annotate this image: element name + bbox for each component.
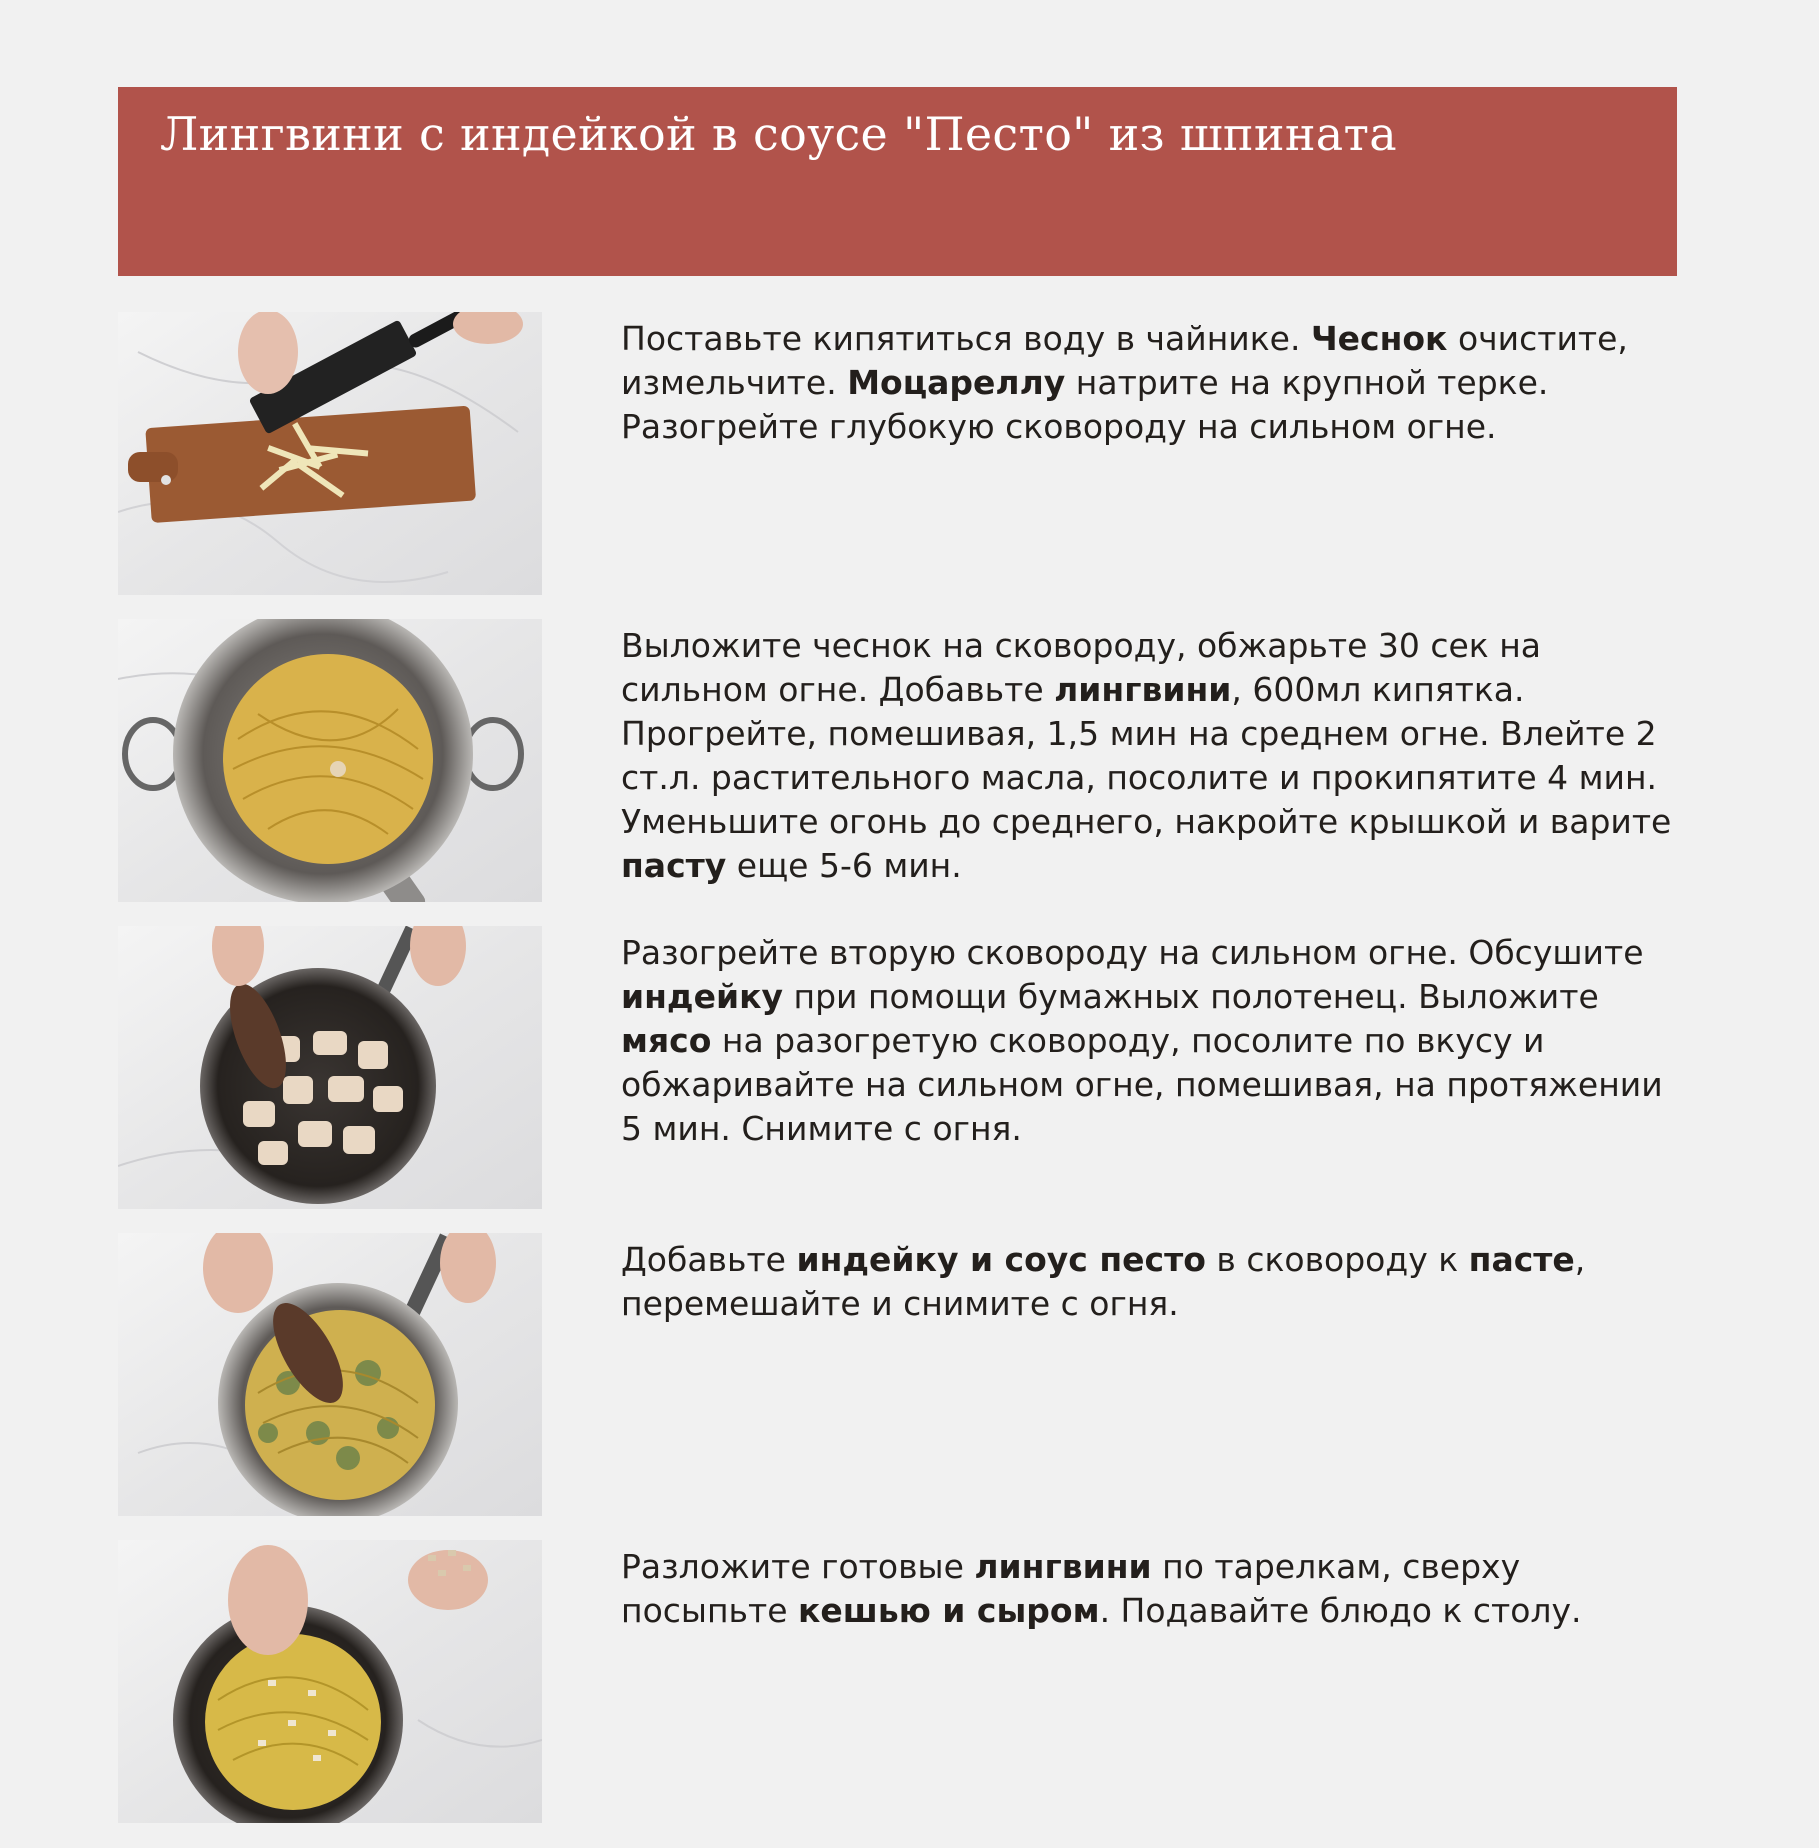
step-5-text — [621, 1545, 1681, 1633]
ingredient-highlight: индейку — [621, 977, 783, 1016]
recipe-title: Лингвини с индейкой в соусе "Песто" из шпината — [160, 107, 1397, 161]
instruction-text: Выложите чеснок на сковороду, обжарьте 30 сек на сильном огне. Добавьте — [621, 626, 1542, 709]
instruction-text: очистите, измельчите. — [621, 319, 1628, 402]
instruction-text: натрите на крупной терке. Разогрейте глубокую сковороду на сильном огне. — [621, 363, 1549, 446]
linguine-in-colander-photo — [118, 619, 542, 902]
instruction-text: по тарелкам, сверху посыпьте — [621, 1547, 1521, 1630]
ingredient-highlight: кешью и сыром — [798, 1591, 1100, 1630]
instruction-text: Разложите готовые — [621, 1547, 975, 1586]
instruction-text: Разогрейте вторую сковороду на сильном огне. Обсушите — [621, 933, 1644, 972]
ingredient-highlight: мясо — [621, 1021, 712, 1060]
recipe-header — [118, 87, 1677, 276]
frying-turkey-photo — [118, 926, 542, 1209]
instruction-text: на разогретую сковороду, посолите по вкусу и обжаривайте на сильном огне, помешивая, на протяжении 5 мин. Снимите с огня. — [621, 1021, 1663, 1148]
ingredient-highlight: пасте — [1468, 1240, 1575, 1279]
instruction-text: при помощи бумажных полотенец. Выложите — [783, 977, 1599, 1016]
serving-with-cashew-photo — [118, 1540, 542, 1823]
ingredient-highlight: пасту — [621, 846, 727, 885]
grating-mozzarella-photo — [118, 312, 542, 595]
ingredient-highlight: лингвини — [1054, 670, 1232, 709]
instruction-text: Добавьте — [621, 1240, 797, 1279]
step-3-text — [621, 931, 1681, 1151]
step-2-text — [621, 624, 1681, 888]
mixing-pasta-pesto-photo — [118, 1233, 542, 1516]
ingredient-highlight: индейку и соус песто — [796, 1240, 1206, 1279]
instruction-text: в сковороду к — [1205, 1240, 1469, 1279]
ingredient-highlight: Чеснок — [1310, 319, 1448, 358]
instruction-text: . Подавайте блюдо к столу. — [1099, 1591, 1582, 1630]
step-4-text — [621, 1238, 1681, 1326]
ingredient-highlight: Моцареллу — [847, 363, 1066, 402]
instruction-text: , перемешайте и снимите с огня. — [621, 1240, 1586, 1323]
instruction-text: , 600мл кипятка. Прогрейте, помешивая, 1,5 мин на среднем огне. Влейте 2 ст.л. растительного масла, посолите и прокипятите 4 мин. Уменьшите огонь до среднего, накройте крышкой и варите — [621, 670, 1672, 841]
instruction-text: Поставьте кипятиться воду в чайнике. — [621, 319, 1311, 358]
ingredient-highlight: лингвини — [974, 1547, 1152, 1586]
instruction-text: еще 5-6 мин. — [726, 846, 962, 885]
step-1-text — [621, 317, 1681, 449]
